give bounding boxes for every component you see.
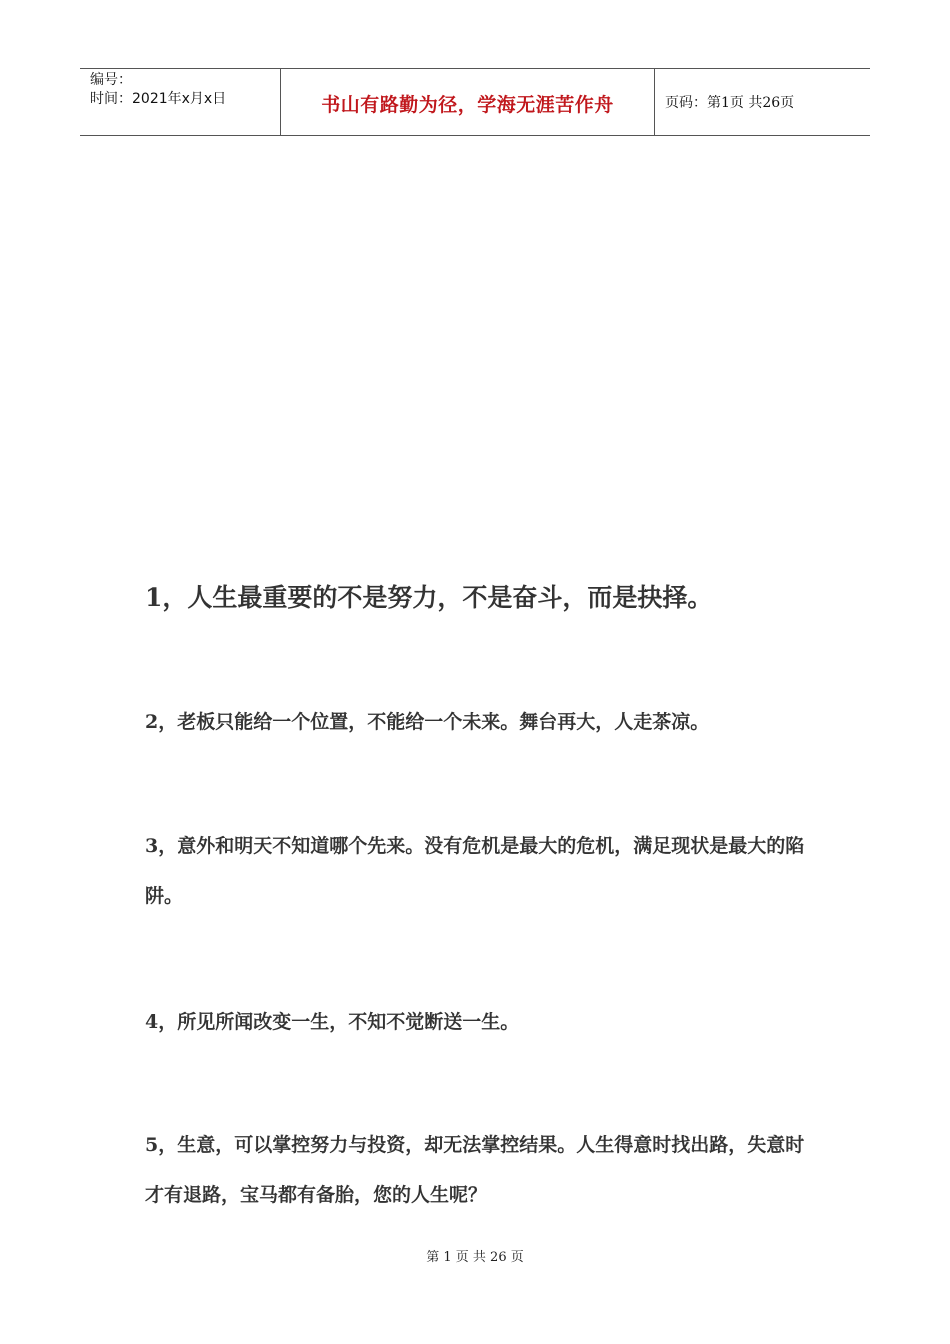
page-indicator: 页码：第1页 共26页 (665, 95, 795, 111)
page-header (80, 68, 870, 136)
paragraph-3: 3，意外和明天不知道哪个先来。没有危机是最大的危机，满足现状是最大的陷阱。 (145, 835, 805, 907)
page-footer (0, 1246, 950, 1265)
paragraph-1: 1，人生最重要的不是努力，不是奋斗，而是抉择。 (145, 583, 713, 612)
header-meta (80, 69, 281, 135)
time-label: 时间：2021年x月x日 (90, 91, 227, 107)
motto-text: 书山有路勤为径，学海无涯苦作舟 (321, 93, 614, 116)
footer-page-number: 第 1 页 共 26 页 (426, 1250, 524, 1265)
paragraph-5: 5，生意，可以掌控努力与投资，却无法掌控结果。人生得意时找出路，失意时才有退路，宝马都有备胎，您的人生呢？ (145, 1134, 805, 1206)
header-page-cell (655, 69, 870, 135)
header-motto-cell (281, 69, 655, 135)
number-label: 编号： (90, 72, 132, 88)
paragraph-4: 4，所见所闻改变一生，不知不觉断送一生。 (145, 1011, 520, 1033)
paragraph-2: 2，老板只能给一个位置，不能给一个未来。舞台再大，人走茶凉。 (145, 711, 710, 733)
